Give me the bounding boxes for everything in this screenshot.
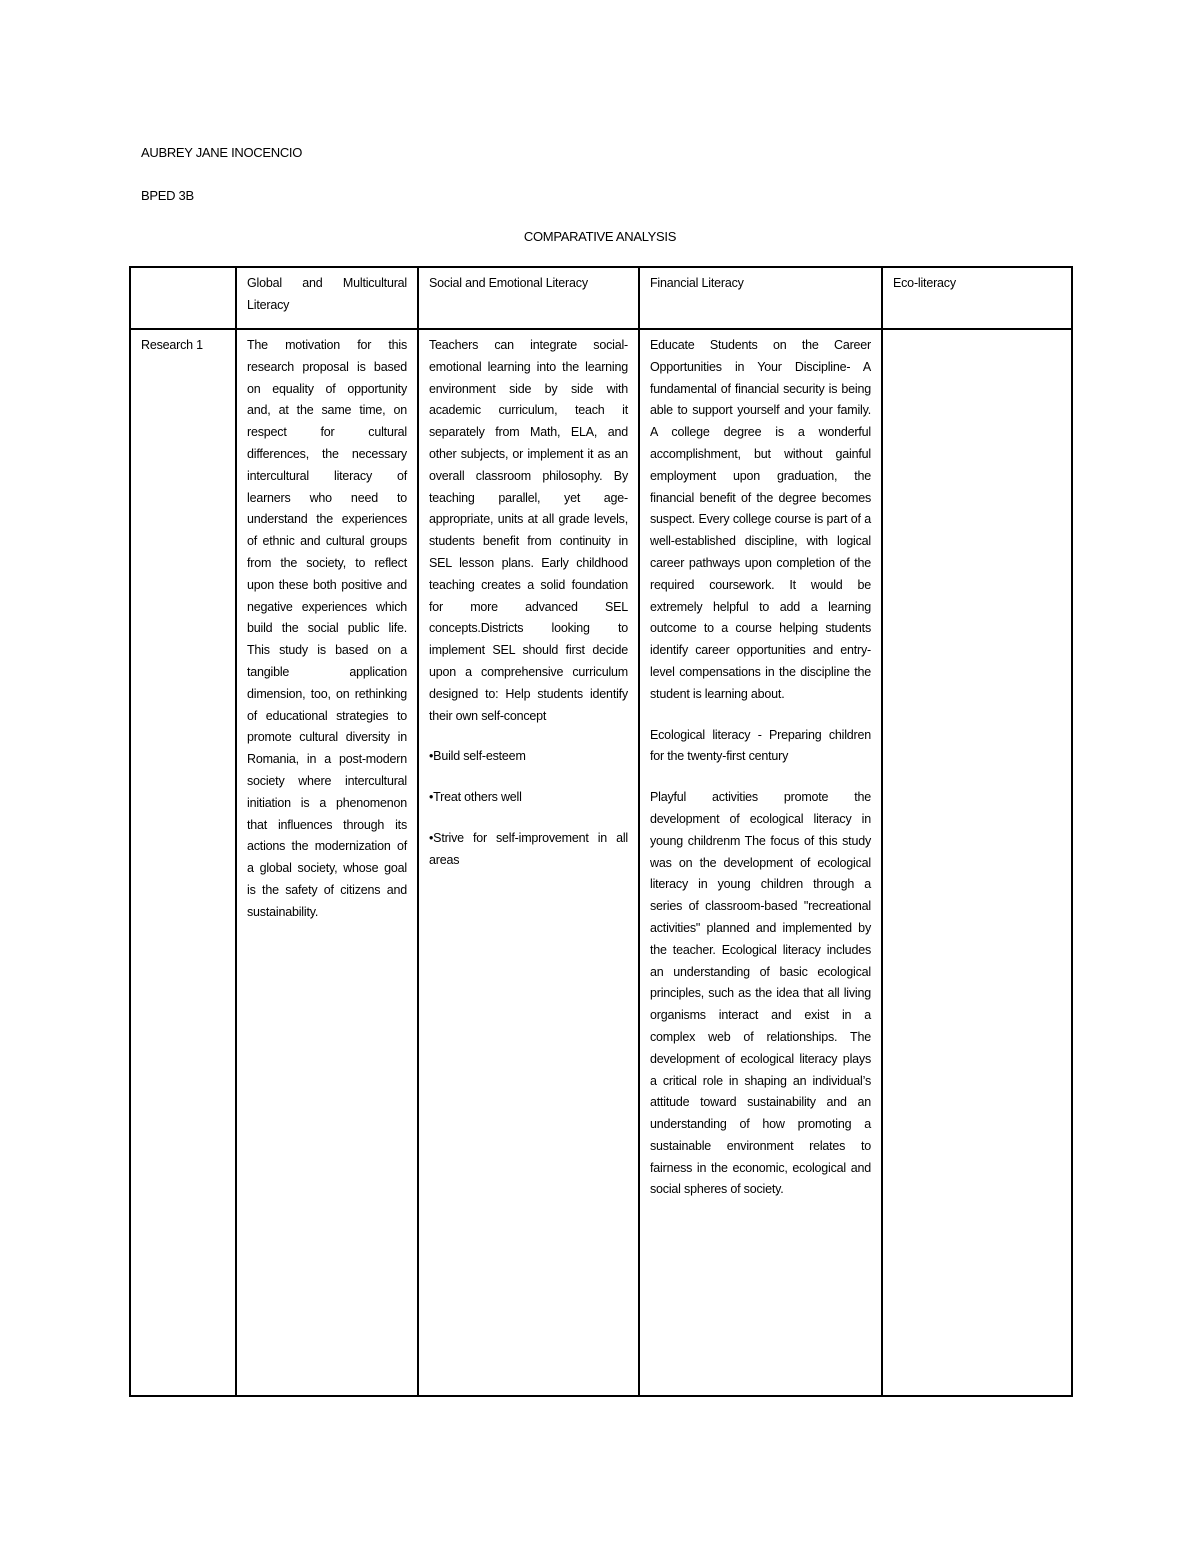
page-title: COMPARATIVE ANALYSIS	[523, 229, 677, 244]
social-bullet: •Treat others well	[429, 790, 522, 805]
financial-paragraph-2: Ecological literacy - Preparing children for the twenty-first century	[650, 727, 871, 764]
comparative-table	[129, 266, 1073, 1397]
table-header-row	[130, 267, 1072, 329]
header-label-global: Global and Multicultural Literacy	[247, 276, 407, 312]
header-cell-global	[236, 267, 418, 329]
header-label-financial: Financial Literacy	[650, 276, 744, 290]
student-name: AUBREY JANE INOCENCIO	[141, 145, 303, 160]
header-cell-social	[418, 267, 639, 329]
header-cell-eco	[882, 267, 1072, 329]
eco-literacy-cell	[882, 329, 1072, 1396]
global-literacy-cell	[236, 329, 418, 1396]
social-literacy-cell	[418, 329, 639, 1396]
social-literacy-intro: Teachers can integrate social-emotional learning into the learning environment side by side with academic curriculum, teach it separately from Math, ELA, and other subjects, or implement it as an overall classroom philosophy. By teaching parallel, yet age-appropriate, units at all grade levels, students benefit from continuity in SEL lesson plans. Early childhood teaching creates a solid foundation for more advanced SEL concepts.Districts looking to implement SEL should first decide upon a comprehensive curriculum designed to: Help students identify their own self-concept	[429, 338, 628, 723]
financial-literacy-cell	[639, 329, 882, 1396]
row-label-cell	[130, 329, 236, 1396]
table-row	[130, 329, 1072, 1396]
class-section: BPED 3B	[141, 188, 194, 203]
header-cell-financial	[639, 267, 882, 329]
global-literacy-text: The motivation for this research proposal is based on equality of opportunity and, at the same time, on respect for cultural differences, the necessary intercultural literacy of learners who need to understand the experiences of ethnic and cultural groups from the society, to reflect upon these both positive and negative experiences which build the social public life. This study is based on a tangible application dimension, too, on rethinking of educational strategies to promote cultural diversity in Romania, in a post-modern society where intercultural initiation is a phenomenon that influences through its actions the modernization of a global society, whose goal is the safety of citizens and sustainability.	[247, 338, 407, 919]
row-label: Research 1	[141, 338, 203, 352]
header-cell-empty	[130, 267, 236, 329]
header-label-eco: Eco-literacy	[893, 276, 956, 290]
financial-paragraph-3: Playful activities promote the development of ecological literacy in young childrenm The focus of this study was on the development of ecological literacy in young children through a series of classroom-based "recreational activities" planned and implemented by the teacher. Ecological literacy includes an understanding of basic ecological principles, such as the idea that all living organisms interact and exist in a complex web of relationships. The development of ecological literacy plays a critical role in shaping an individual’s attitude toward sustainability and an understanding of how promoting a sustainable environment relates to fairness in the economic, ecological and social spheres of society.	[650, 790, 871, 1197]
social-bullet: •Strive for self-improvement in all areas	[429, 830, 628, 867]
financial-paragraph-1: Educate Students on the Career Opportunities in Your Discipline- A fundamental of financial security is being able to support yourself and your family. A college degree is a wonderful accomplishment, but without gainful employment upon graduation, the financial benefit of the degree becomes suspect. Every college course is part of a well-established discipline, with logical career pathways upon completion of the required coursework. It would be extremely helpful to add a learning outcome to a course helping students identify career opportunities and entry-level compensations in the discipline the student is learning about.	[650, 338, 871, 701]
header-label-social: Social and Emotional Literacy	[429, 276, 588, 290]
social-bullet: •Build self-esteem	[429, 749, 526, 764]
